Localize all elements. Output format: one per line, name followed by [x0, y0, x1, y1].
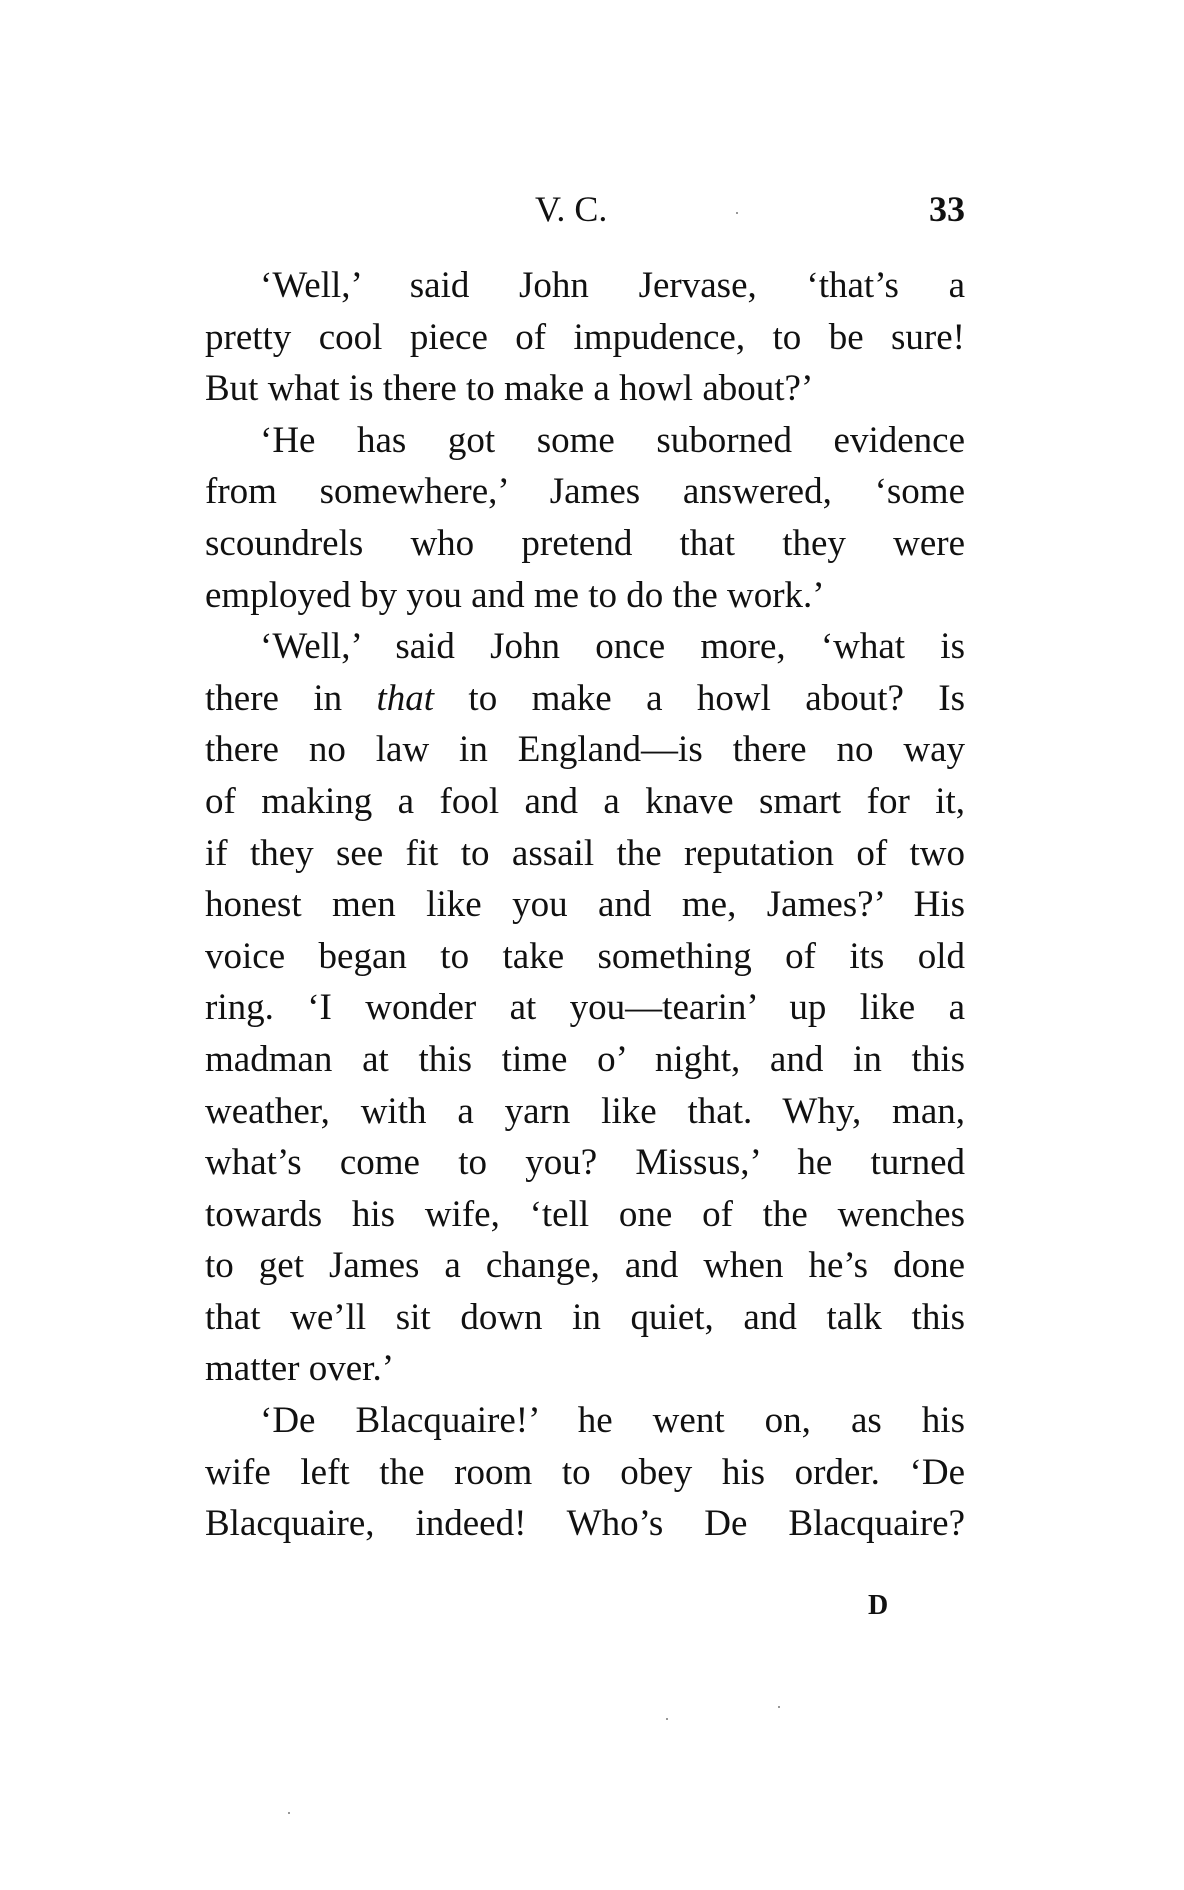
text-line: But what is there to make a howl about?’: [205, 368, 814, 410]
text-line: honest men like you and me, James?’ His: [205, 884, 965, 926]
text-line: ‘De Blacquaire!’ he went on, as his: [260, 1400, 965, 1442]
text-line: voice began to take something of its old: [205, 935, 965, 977]
text-line: pretty cool piece of impudence, to be sure!: [205, 316, 965, 358]
text-line: scoundrels who pretend that they were: [205, 522, 965, 564]
paper-speck: [666, 1718, 668, 1720]
text-line: towards his wife, ‘tell one of the wenches: [205, 1193, 965, 1235]
text-line: if they see fit to assail the reputation of two: [205, 832, 965, 874]
running-title: V. C.: [535, 189, 608, 229]
text-line: ‘Well,’ said John Jervase, ‘that’s a: [260, 265, 965, 306]
text-line: to get James a change, and when he’s done: [205, 1245, 965, 1287]
text-line: wife left the room to obey his order. ‘De: [205, 1451, 965, 1493]
text-line: matter over.’: [205, 1348, 395, 1390]
text-line: what’s come to you? Missus,’ he turned: [205, 1142, 965, 1184]
paper-speck: [736, 212, 738, 214]
text-line: of making a fool and a knave smart for it,: [205, 780, 965, 822]
signature-mark: D: [868, 1590, 889, 1621]
italic-emphasis: that: [376, 677, 435, 719]
text-line: Blacquaire, indeed! Who’s De Blacquaire?: [205, 1503, 965, 1545]
text-line: ‘He has got some suborned evidence: [260, 419, 965, 461]
page-number: 33: [929, 189, 965, 229]
body-text: [205, 260, 965, 1550]
text-line: there no law in England—is there no way: [205, 729, 965, 771]
paper-speck: [778, 1706, 780, 1708]
text-line: that we’ll sit down in quiet, and talk this: [205, 1296, 965, 1338]
text-line: weather, with a yarn like that. Why, man,: [205, 1090, 965, 1132]
text-line: there in that to make a howl about? Is: [205, 677, 965, 719]
text-line: ‘Well,’ said John once more, ‘what is: [260, 626, 965, 668]
text-line: from somewhere,’ James answered, ‘some: [205, 471, 965, 513]
paper-speck: [288, 1812, 290, 1814]
text-line: madman at this time o’ night, and in this: [205, 1038, 965, 1080]
running-header: [205, 188, 965, 238]
text-line: ring. ‘I wonder at you—tearin’ up like a: [205, 987, 965, 1029]
text-line: employed by you and me to do the work.’: [205, 574, 825, 616]
